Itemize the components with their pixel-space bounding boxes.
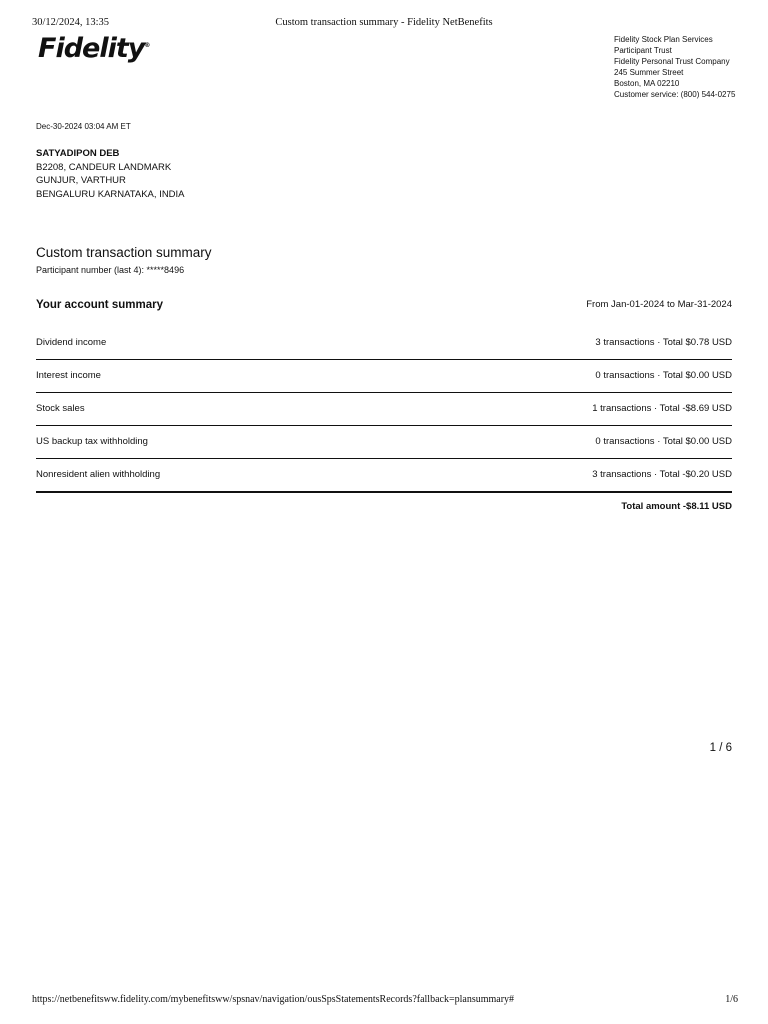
issuer-line: Boston, MA 02210 [614, 79, 680, 88]
row-label: Nonresident alien withholding [36, 469, 161, 480]
issuer-address-block [614, 34, 735, 100]
summary-table [36, 327, 732, 493]
summary-row-stock-sales [36, 393, 732, 426]
recipient-address-line: BENGALURU KARNATAKA, INDIA [36, 188, 185, 200]
print-footer-page: 1/6 [725, 994, 738, 1005]
recipient-name: SATYADIPON DEB [36, 148, 120, 159]
summary-period: From Jan-01-2024 to Mar-31-2024 [586, 299, 732, 310]
recipient-address-block [36, 147, 185, 201]
issuer-line: Participant Trust [614, 46, 672, 55]
row-label: Dividend income [36, 337, 107, 348]
generated-date: Dec-30-2024 03:04 AM ET [36, 122, 131, 131]
print-footer-url: https://netbenefitsww.fidelity.com/mybenefitsww/spsnav/navigation/ousSpsStatementsRecords?fallback=plansummary# [32, 994, 515, 1005]
recipient-address-line: GUNJUR, VARTHUR [36, 175, 126, 186]
summary-row-interest-income [36, 360, 732, 393]
customer-service-line: Customer service: (800) 544-0275 [614, 90, 736, 99]
total-amount: Total amount -$8.11 USD [621, 501, 732, 512]
fidelity-logo [38, 33, 150, 64]
row-value: 0 transactions · Total $0.00 USD [595, 370, 732, 381]
row-label: Stock sales [36, 403, 85, 414]
row-value: 0 transactions · Total $0.00 USD [595, 436, 732, 447]
row-value: 3 transactions · Total $0.78 USD [595, 337, 732, 348]
account-summary-heading: Your account summary [36, 299, 163, 311]
print-page-title: Custom transaction summary - Fidelity NetBenefits [275, 17, 493, 28]
print-datetime: 30/12/2024, 13:35 [32, 17, 110, 28]
row-value: 1 transactions · Total -$8.69 USD [592, 403, 732, 414]
row-value: 3 transactions · Total -$0.20 USD [592, 469, 732, 480]
row-label: Interest income [36, 370, 101, 381]
summary-row-nonresident-alien-withholding [36, 459, 732, 493]
logo-text: Fidelity [38, 33, 145, 64]
participant-number: Participant number (last 4): *****8496 [36, 265, 185, 275]
issuer-line: Fidelity Personal Trust Company [614, 57, 730, 66]
registered-mark: ® [144, 42, 151, 49]
page-indicator: 1 / 6 [709, 742, 732, 754]
summary-row-us-backup-tax-withholding [36, 426, 732, 459]
summary-row-dividend-income [36, 327, 732, 360]
issuer-line: 245 Summer Street [614, 68, 684, 77]
issuer-line: Fidelity Stock Plan Services [614, 35, 713, 44]
row-label: US backup tax withholding [36, 436, 148, 447]
document-title: Custom transaction summary [36, 245, 212, 260]
recipient-address-line: B2208, CANDEUR LANDMARK [36, 161, 172, 173]
